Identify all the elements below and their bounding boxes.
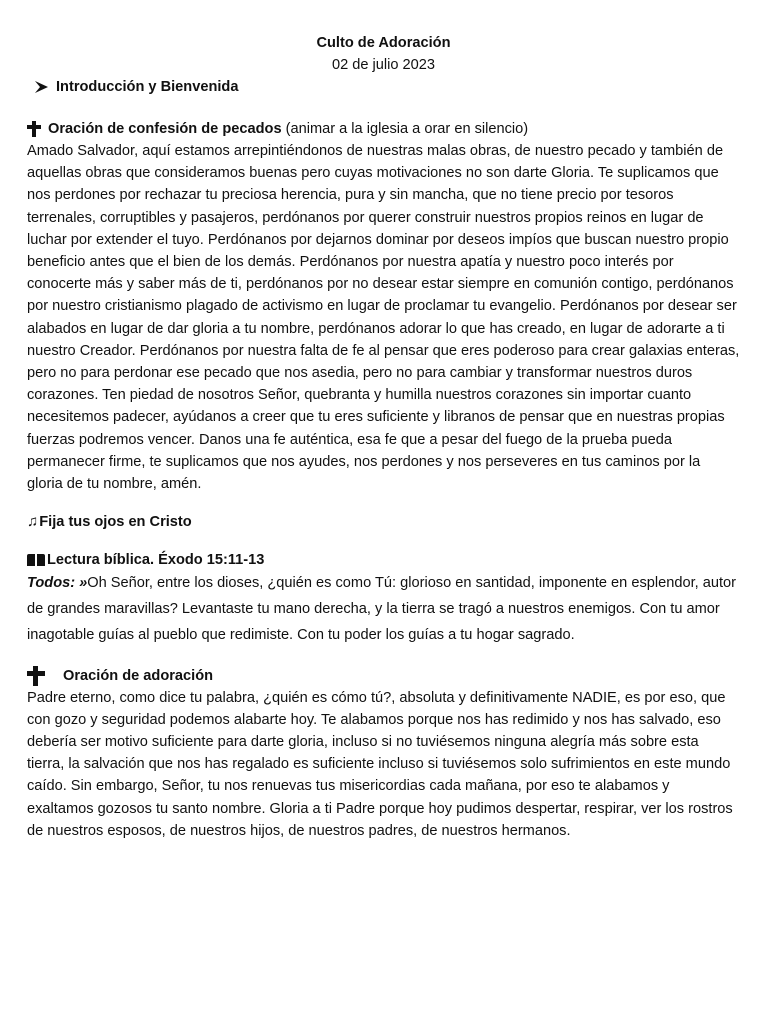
adoration-heading-text: Oración de adoración [63,667,214,684]
document-title: Culto de Adoración [316,35,451,51]
confession-heading [27,118,740,140]
document-date: 02 de julio 2023 [331,57,436,73]
intro-label: Introducción y Bienvenida [56,79,239,95]
cross-icon [27,666,45,686]
adoration-body: Padre eterno, como dice tu palabra, ¿quién es cómo tú?, absoluta y definitivamente NADIE, es por eso, que con gozo y seguridad podemos alabarte hoy. Te alabamos porque nos has redimido y nos has salvado, eso debería ser motivo suficiente para darte gloria, incluso si no tuviésemos ninguna alegría más sobre esta tierra, la salvación que nos has regalado es suficiente incluso si tuviésemos solo sufrimientos en este mundo caído. Sin embargo, Señor, tu nos renuevas tus misericordias cada mañana, por eso te alabamos y exaltamos gozosos tu santo nombre. Gloria a ti Padre porque hoy pudimos despertar, respirar, ver los rostros de nuestros esposos, de nuestros hijos, de nuestros padres, de nuestros hermanos. [27,689,733,839]
confession-body: Amado Salvador, aquí estamos arrepintiéndonos de nuestras malas obras, de nuestro pecado y también de aquellas obras que consideramos buenas pero cuyas motivaciones no son darte Gloria. Te suplicamos que nos perdones por rechazar tu preciosa herencia, pura y sin mancha, que no tiene precio por tesoros terrenales, corruptibles y pasajeros, perdónanos por querer construir nuestros propios reinos en lugar de luchar por extender el tuyo. Perdónanos por dejarnos dominar por deseos impíos que buscan nuestro propio beneficio antes que el bien de los demás. Perdónanos por nuestra apatía y nuestro poco interés por conocerte más y saber más de ti, perdónanos por no desear estar siempre en comunión contigo, perdónanos por nuestro cristianismo plagado de activismo en lugar de proclamar tu evangelio. Perdónanos por desear ser alabados en lugar de dar gloria a tu nombre, perdónanos adorar lo que has creado, en lugar de adorarte a ti nuestro Creador. Perdónanos por nuestra falta de fe al pensar que eres poderoso para crear galaxias enteras, pero no para perdonar ese pecado que nos asedia, pero no para cambiar y transformar nuestros duros corazones. Ten piedad de nosotros Señor, quebranta y humilla nuestros corazones sin importar cuanto necesitemos padecer, ayúdanos a creer que tu eres suficiente y libranos de pensar que en nuestras propias fuerzas podremos vencer. Danos una fe auténtica, esa fe que a pesar del fuego de la prueba pueda permanecer firme, te suplicamos que nos ayudes, nos perdones y nos perseveres en tus caminos por la gloria de tu nombre, amén. [27,143,740,493]
song-heading [27,511,740,533]
music-note-icon: ♫ [27,513,39,531]
arrow-right-icon [35,81,48,93]
reading-body: Oh Señor, entre los dioses, ¿quién es como Tú: glorioso en santidad, imponente en esplendor, autor de grandes maravillas? Levantaste tu mano derecha, y la tierra se tragó a nuestros enemigos. Con tu amor inagotable guías al pueblo que redimiste. Con tu poder los guías a tu hogar sagrado. [27,575,737,643]
intro-heading [35,76,740,98]
confession-note: (animar a la iglesia a orar en silencio) [281,121,529,137]
reading-heading-text: Lectura bíblica. Éxodo 15:11-13 [47,552,265,569]
book-icon [27,553,45,567]
song-label: Fija tus ojos en Cristo [39,514,192,531]
reading-body-paragraph [27,571,740,648]
adoration-heading [27,665,740,687]
reading-heading [27,549,740,571]
cross-icon [27,121,41,137]
reading-quote-mark: » [75,575,88,592]
reading-todos: Todos: [27,575,76,592]
confession-heading-text: Oración de confesión de pecados [48,121,282,137]
